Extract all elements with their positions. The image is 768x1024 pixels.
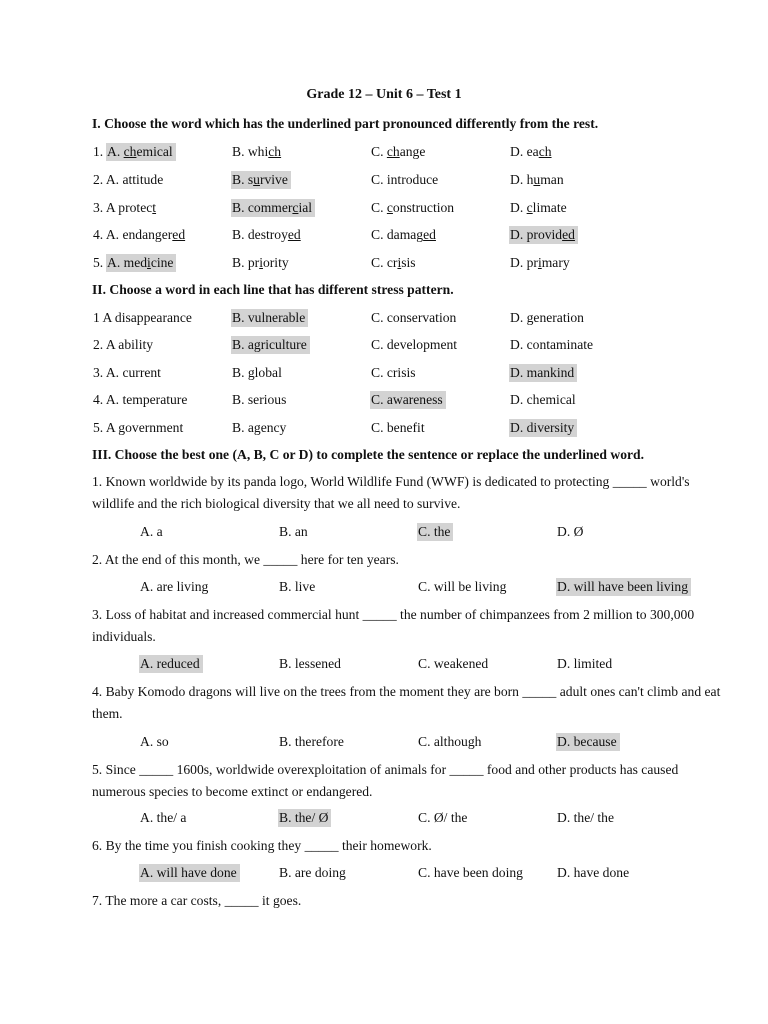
question-text: 4. Baby Komodo dragons will live on the trees from the moment they are born _____ adult ones can't climb and eat them.: [92, 684, 721, 721]
answer-option[interactable]: C. awareness: [370, 391, 446, 409]
underlined-part: u: [253, 172, 260, 187]
answer-option[interactable]: C. crisis: [371, 255, 416, 270]
answer-option[interactable]: A. the/ a: [140, 810, 187, 825]
underlined-part: ed: [423, 227, 436, 242]
answer-option[interactable]: C. damaged: [371, 227, 436, 242]
underlined-part: ch: [538, 144, 552, 159]
answer-option[interactable]: B. therefore: [279, 734, 344, 749]
answer-row: [0, 864, 768, 884]
answer-option[interactable]: D. will have been living: [556, 578, 691, 596]
answer-option[interactable]: D. contaminate: [510, 337, 594, 352]
answer-option[interactable]: B. are doing: [279, 865, 346, 880]
answer-option[interactable]: B. serious: [232, 392, 287, 407]
answer-option[interactable]: D. because: [556, 733, 620, 751]
answer-row: [0, 809, 768, 829]
section-heading-2: II. Choose a word in each line that has different stress pattern.: [92, 282, 454, 297]
question-text: 7. The more a car costs, _____ it goes.: [92, 893, 302, 908]
answer-option[interactable]: D. generation: [510, 310, 584, 325]
answer-option[interactable]: 2. A. attitude: [93, 172, 164, 187]
answer-option[interactable]: C. conservation: [371, 310, 457, 325]
underlined-part: i: [537, 255, 542, 270]
answer-option[interactable]: B. agency: [232, 420, 287, 435]
question-row: [0, 254, 768, 274]
page-title: Grade 12 – Unit 6 – Test 1: [306, 87, 462, 102]
answer-option[interactable]: D. limited: [557, 656, 613, 671]
answer-option[interactable]: D. have done: [557, 865, 630, 880]
question-text: 2. At the end of this month, we _____ here for ten years.: [92, 552, 399, 567]
answer-option[interactable]: D. human: [510, 172, 564, 187]
underlined-part: ch: [123, 144, 137, 159]
answer-row: [0, 523, 768, 543]
answer-option[interactable]: A. will have done: [139, 864, 240, 882]
question-text: 3. Loss of habitat and increased commercial hunt _____ the number of chimpanzees from 2 million to 300,000 individuals.: [92, 607, 695, 644]
answer-option[interactable]: B. commercial: [231, 199, 315, 217]
underlined-part: ch: [268, 144, 282, 159]
answer-option[interactable]: D. mankind: [509, 364, 577, 382]
question-row: [0, 171, 768, 191]
underlined-part: c: [386, 200, 393, 215]
answer-option[interactable]: B. lessened: [279, 656, 341, 671]
answer-option[interactable]: C. benefit: [371, 420, 425, 435]
underlined-part: u: [533, 172, 541, 187]
answer-option[interactable]: 3. A. current: [93, 365, 161, 380]
answer-option[interactable]: D. primary: [510, 255, 570, 270]
answer-option[interactable]: A. a: [140, 524, 163, 539]
answer-option[interactable]: C. introduce: [371, 172, 439, 187]
answer-option[interactable]: C. have been doing: [418, 865, 523, 880]
answer-option[interactable]: B. the/ Ø: [278, 809, 331, 827]
answer-option[interactable]: D. climate: [510, 200, 567, 215]
answer-option[interactable]: C. development: [371, 337, 458, 352]
option-lead: 1.: [93, 144, 104, 159]
answer-option[interactable]: D. each: [510, 144, 552, 159]
question-row: [0, 391, 768, 411]
answer-option[interactable]: B. vulnerable: [231, 309, 308, 327]
answer-option[interactable]: C. Ø/ the: [418, 810, 468, 825]
answer-option[interactable]: 1 A disappearance: [93, 310, 192, 325]
question-row: [0, 309, 768, 329]
underlined-part: i: [397, 255, 402, 270]
question-row: [0, 199, 768, 219]
underlined-part: ed: [562, 227, 575, 242]
answer-option[interactable]: C. the: [417, 523, 453, 541]
answer-option[interactable]: D. chemical: [510, 392, 576, 407]
underlined-part: i: [147, 255, 151, 270]
answer-option[interactable]: C. will be living: [418, 579, 507, 594]
answer-option[interactable]: C. although: [418, 734, 482, 749]
answer-option[interactable]: B. agriculture: [231, 336, 310, 354]
answer-option[interactable]: B. which: [232, 144, 282, 159]
question-row: [0, 226, 768, 246]
question-text: 1. Known worldwide by its panda logo, World Wildlife Fund (WWF) is dedicated to protecting _____ world's wildlife and the rich biological diversity that we all need to survive.: [92, 474, 690, 511]
answer-option[interactable]: B. live: [279, 579, 316, 594]
answer-option[interactable]: A. are living: [140, 579, 209, 594]
underlined-part: i: [259, 255, 263, 270]
answer-option[interactable]: C. weakened: [418, 656, 489, 671]
question-row: [0, 143, 768, 163]
underlined-part: ch: [386, 144, 400, 159]
section-heading-1: I. Choose the word which has the underlined part pronounced differently from the rest.: [92, 116, 599, 131]
question-text: 5. Since _____ 1600s, worldwide overexploitation of animals for _____ food and other products has caused numerous species to become extinct or endangered.: [92, 762, 679, 799]
section-heading-3: III. Choose the best one (A, B, C or D) to complete the sentence or replace the underlined word.: [92, 447, 645, 462]
answer-option[interactable]: D. diversity: [509, 419, 577, 437]
option-lead: 5.: [93, 255, 104, 270]
question-row: [0, 336, 768, 356]
answer-option[interactable]: 4. A. endangered: [93, 227, 186, 242]
underlined-part: ed: [172, 227, 186, 242]
answer-option[interactable]: 5. A government: [93, 420, 184, 435]
underlined-part: ed: [287, 227, 301, 242]
answer-option[interactable]: A. medicine: [106, 254, 176, 272]
answer-option[interactable]: D. provided: [509, 226, 578, 244]
answer-option[interactable]: D. the/ the: [557, 810, 615, 825]
answer-option[interactable]: 3. A protect: [93, 200, 157, 215]
answer-row: [0, 655, 768, 675]
answer-option[interactable]: A. chemical: [106, 143, 176, 161]
answer-option[interactable]: C. change: [371, 144, 426, 159]
question-text: 6. By the time you finish cooking they _____ their homework.: [92, 838, 432, 853]
answer-option[interactable]: C. construction: [371, 200, 455, 215]
answer-option[interactable]: A. so: [140, 734, 169, 749]
underlined-part: t: [152, 200, 157, 215]
question-row: [0, 364, 768, 384]
answer-option[interactable]: 4. A. temperature: [93, 392, 188, 407]
answer-option[interactable]: B. destroyed: [232, 227, 301, 242]
answer-option[interactable]: B. priority: [232, 255, 289, 270]
underlined-part: c: [526, 200, 533, 215]
answer-option[interactable]: B. survive: [231, 171, 291, 189]
answer-option[interactable]: 2. A ability: [93, 337, 154, 352]
answer-option[interactable]: D. Ø: [557, 524, 584, 539]
answer-row: [0, 733, 768, 753]
answer-option[interactable]: A. reduced: [139, 655, 203, 673]
answer-option[interactable]: B. an: [279, 524, 308, 539]
answer-option[interactable]: C. crisis: [371, 365, 416, 380]
answer-option[interactable]: B. global: [232, 365, 282, 380]
underlined-part: c: [292, 200, 299, 215]
answer-row: [0, 578, 768, 598]
question-row: [0, 419, 768, 439]
